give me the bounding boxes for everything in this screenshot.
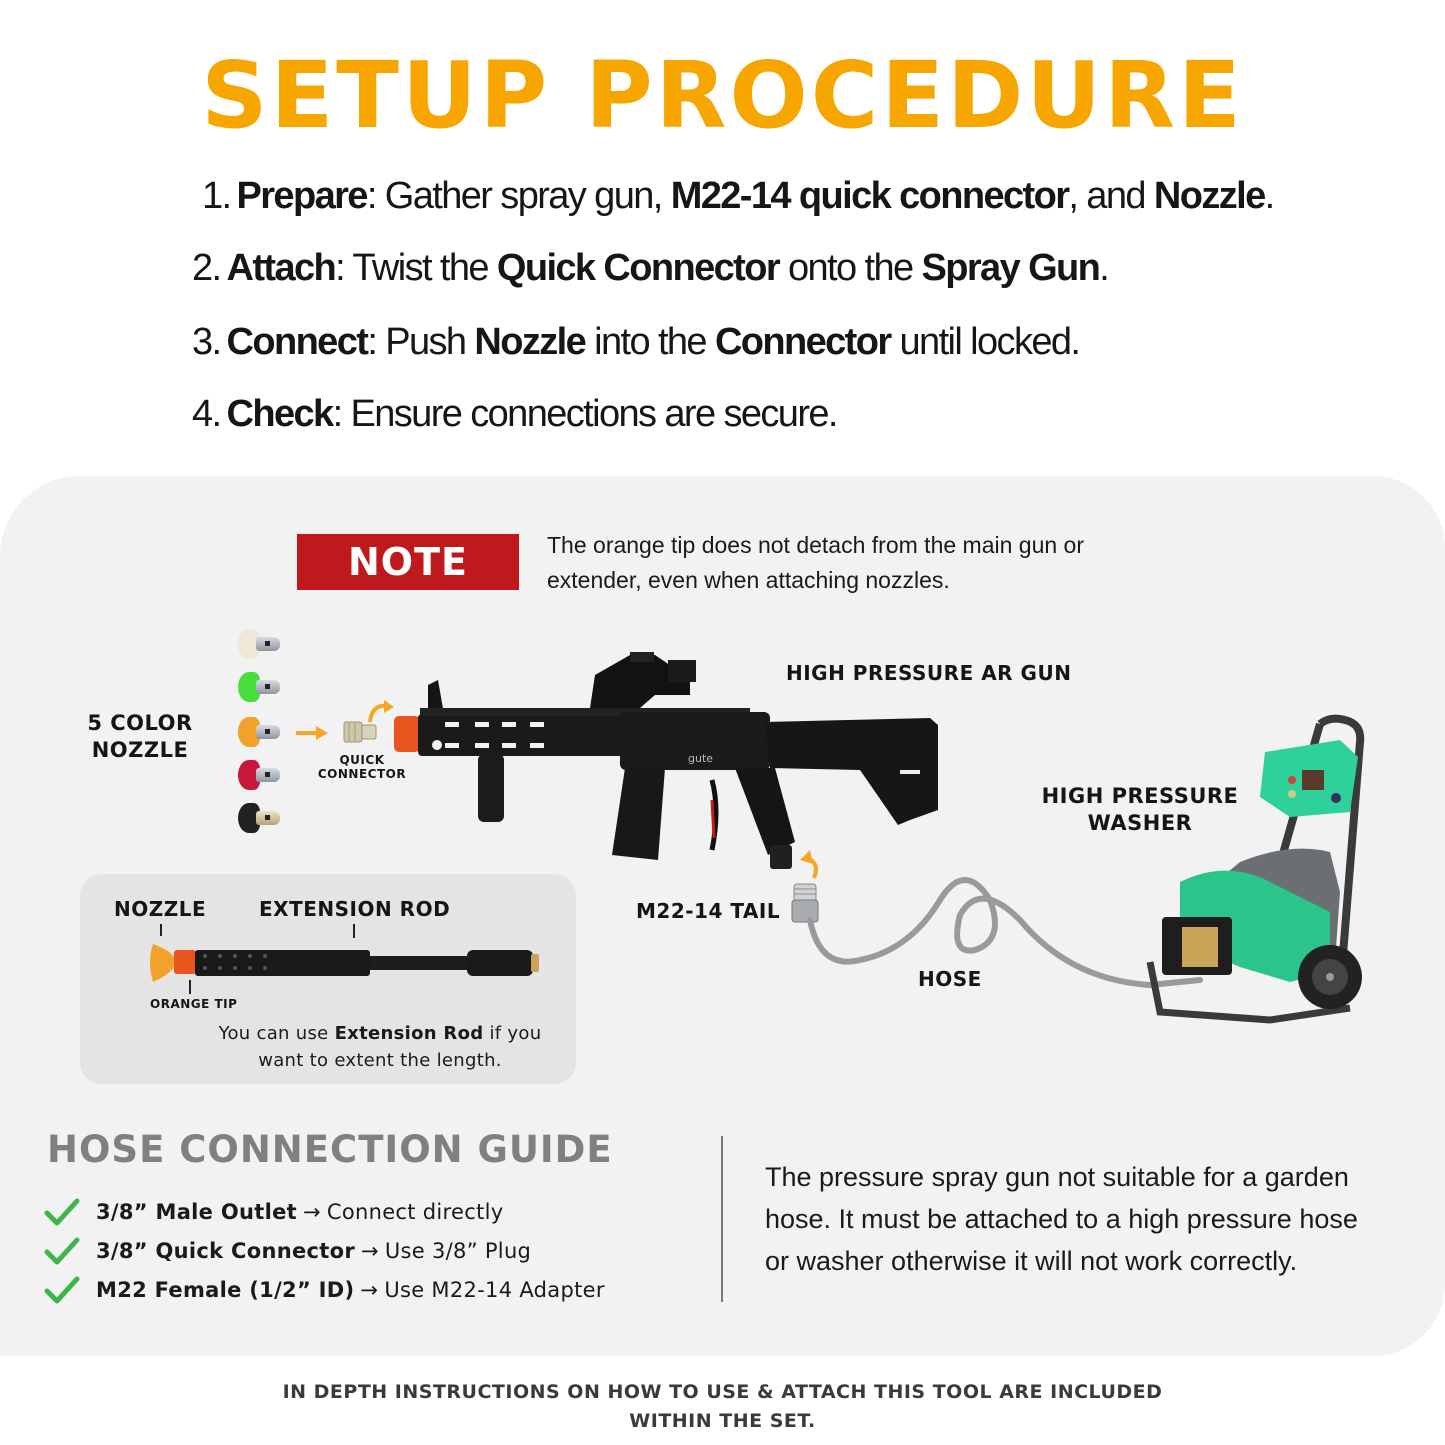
step-1: 1. Prepare: Gather spray gun, M22-14 quick connector, and Nozzle. (202, 175, 1274, 217)
nozzle-black-icon (238, 801, 282, 835)
setup-steps (192, 170, 1274, 460)
ext-rod-label: EXTENSION ROD (259, 897, 451, 921)
warning-text: The pressure spray gun not suitable for a garden hose. It must be attached to a high pressure hose or washer otherwise it will not work correctly. (765, 1162, 1358, 1276)
nozzle-set-label: 5 COLOR NOZZLE (87, 711, 193, 762)
guide-title: HOSE CONNECTION GUIDE (47, 1128, 613, 1171)
arrow-right-icon (296, 726, 328, 740)
guide-item: 3/8” Quick Connector → Use 3/8” Plug (44, 1231, 605, 1270)
check-icon (44, 1197, 80, 1227)
washer-label: HIGH PRESSURE WASHER (1041, 784, 1239, 835)
note-text: The orange tip does not detach from the main gun or extender, even when attaching nozzles. (547, 532, 1084, 593)
extension-note: You can use Extension Rod if you want to extent the length. (218, 1023, 542, 1071)
orange-tip-label: ORANGE TIP (150, 997, 238, 1011)
step-3: 3. Connect: Push Nozzle into the Connector until locked. (192, 321, 1080, 363)
nozzle-green-icon (238, 670, 282, 704)
check-icon (44, 1275, 80, 1305)
note-badge: NOTE (297, 534, 519, 590)
nozzle-white-icon (238, 627, 282, 661)
tail-label: M22-14 TAIL (636, 899, 781, 923)
extension-rod-image (145, 922, 550, 1002)
nozzle-yellow-icon (238, 715, 282, 749)
quick-connector-label: QUICK CONNECTOR (317, 753, 407, 781)
pressure-washer-image (1140, 712, 1375, 1030)
nozzle-red-icon (238, 758, 282, 792)
check-icon (44, 1236, 80, 1266)
ext-nozzle-label: NOZZLE (114, 897, 207, 921)
page-title: SETUP PROCEDURE (201, 42, 1244, 149)
guide-list (44, 1192, 605, 1309)
footer-note: IN DEPTH INSTRUCTIONS ON HOW TO USE & ATTACH THIS TOOL ARE INCLUDED WITHIN THE SET. (282, 1381, 1163, 1432)
hose-label: HOSE (918, 967, 982, 991)
guide-item: 3/8” Male Outlet → Connect directly (44, 1192, 605, 1231)
guide-item: M22 Female (1/2” ID) → Use M22-14 Adapter (44, 1270, 605, 1309)
step-2: 2. Attach: Twist the Quick Connector onto the Spray Gun. (192, 247, 1109, 289)
vertical-divider (721, 1136, 723, 1302)
step-4: 4. Check: Ensure connections are secure. (192, 393, 837, 435)
gun-label: HIGH PRESSURE AR GUN (786, 661, 1072, 685)
gun-brand: gute (688, 752, 714, 765)
